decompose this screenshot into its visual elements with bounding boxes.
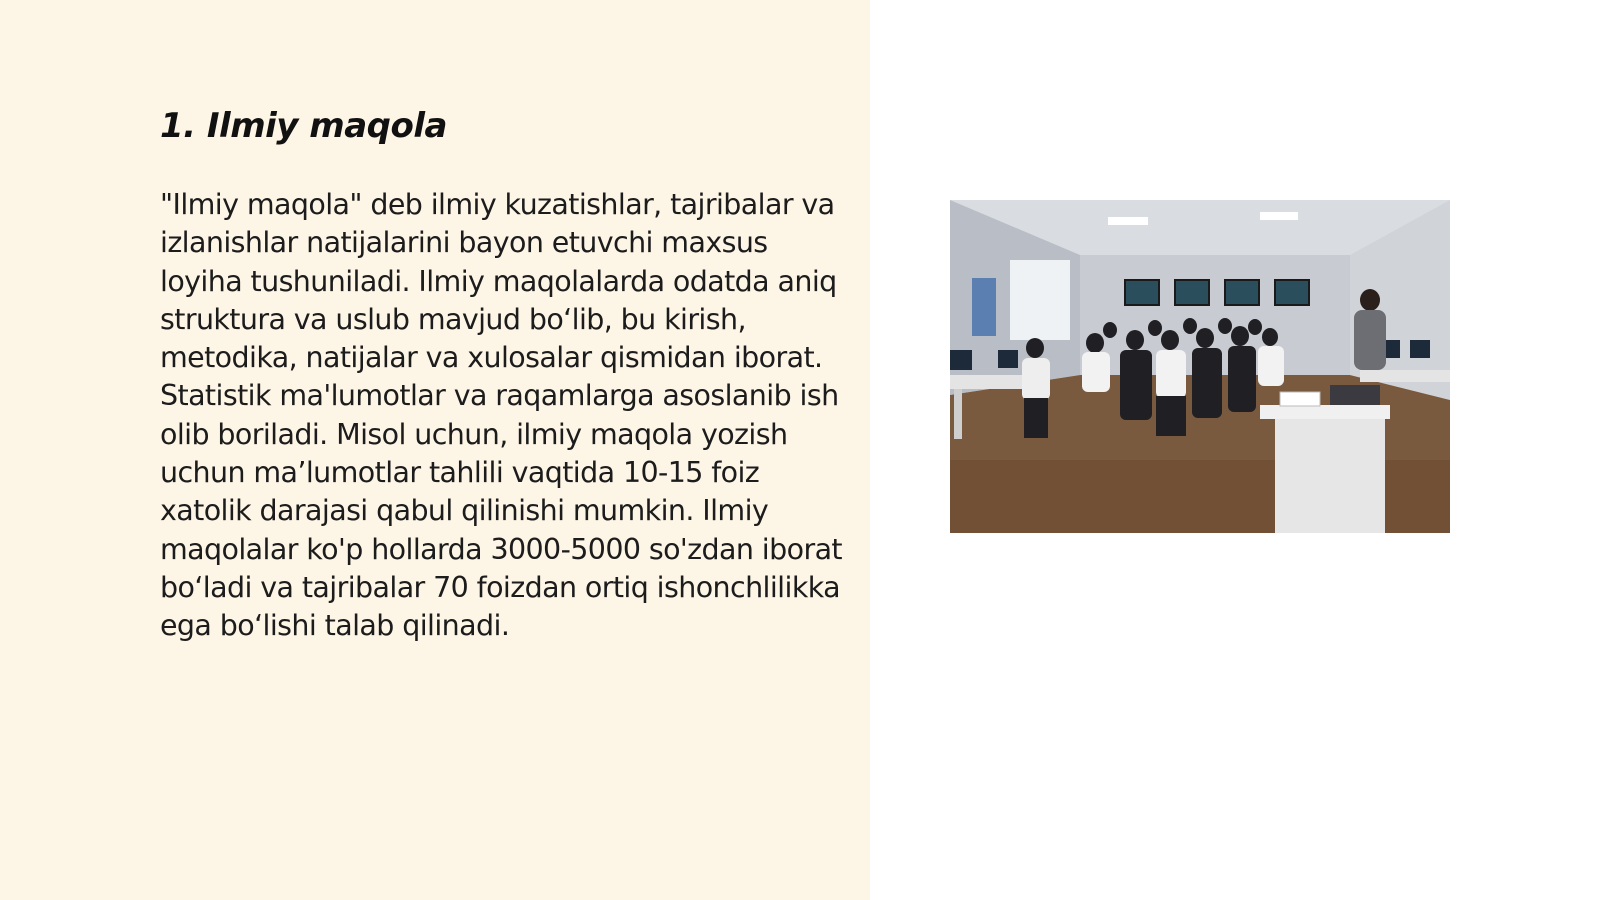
- classroom-photo: [950, 200, 1450, 533]
- slide-body-text: "Ilmiy maqola" deb ilmiy kuzatishlar, tajribalar va izlanishlar natijalarini bayon etuvchi maxsus loyiha tushuniladi. Ilmiy maqolalarda odatda aniq struktura va uslub mavjud bo‘lib, bu kirish, metodika, natijalar va xulosalar qismidan iborat. Statistik ma'lumotlar va raqamlarga asoslanib ish olib boriladi. Misol uchun, ilmiy maqola yozish uchun ma’lumotlar tahlili vaqtida 10-15 foiz xatolik darajasi qabul qilinishi mumkin. Ilmiy maqolalar ko'p hollarda 3000-5000 so'zdan iborat bo‘ladi va tajribalar 70 foizdan ortiq ishonchlilikka ega bo‘lishi talab qilinadi.: [160, 188, 843, 643]
- slide-title: 1. Ilmiy maqola: [160, 106, 447, 146]
